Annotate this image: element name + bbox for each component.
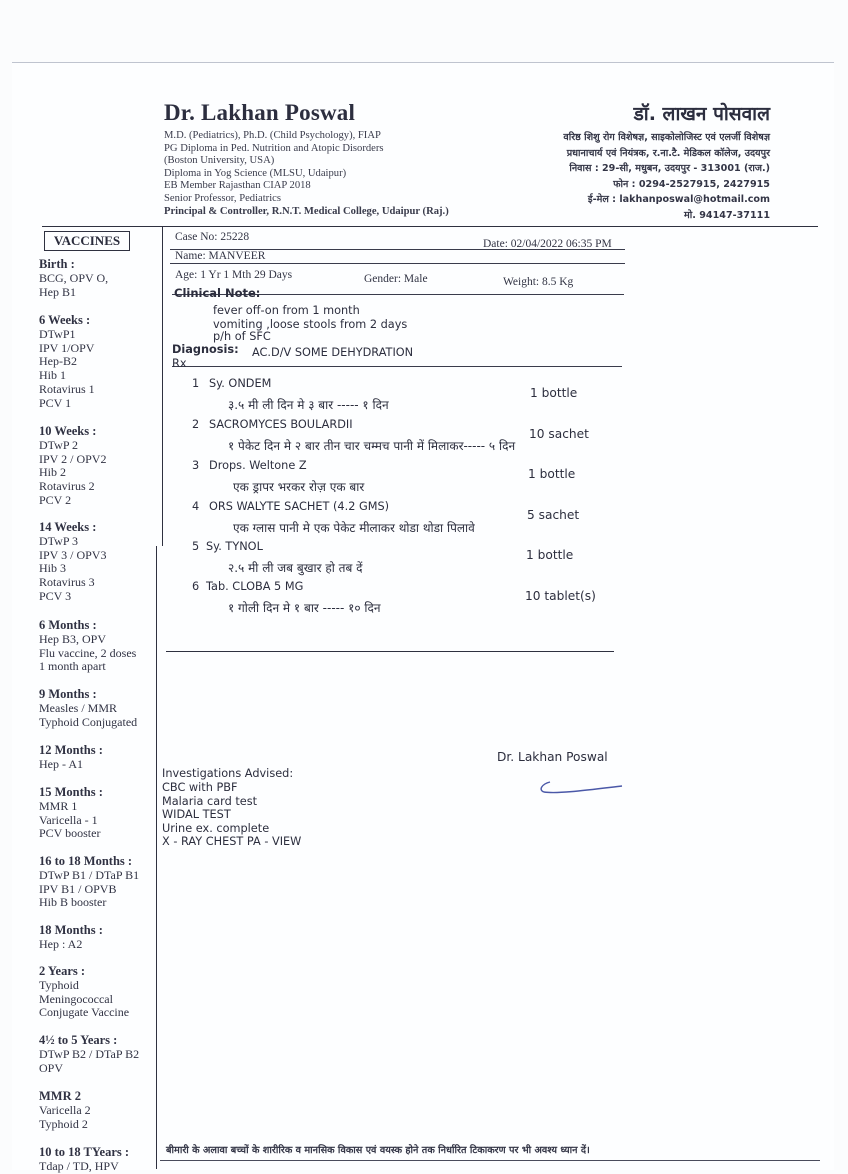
vaccine-item: DTwP 2: [39, 437, 79, 452]
hindi-line: प्रधानाचार्य एवं नियंत्रक, र.ना.टै. मेडिकल कॉलेज, उदयपुर: [566, 147, 770, 159]
vaccine-group: [39, 314, 163, 411]
vaccine-item: Conjugate Vaccine: [39, 1005, 130, 1020]
hindi-line: निवास : 29-सी, मधुबन, उदयपुर - 313001 (राज.): [569, 163, 770, 174]
clinical-note-label: Clinical Note:: [174, 286, 261, 300]
investigation-item: WIDAL TEST: [162, 808, 231, 821]
vaccine-group: [39, 521, 163, 604]
vaccine-item: OPV: [39, 1060, 64, 1075]
vaccine-item: Typhoid: [39, 977, 79, 992]
signature-scribble: [538, 780, 628, 800]
medicine-quantity: 1 bottle: [528, 467, 576, 481]
case-number: Case No: 25228: [175, 231, 250, 243]
vaccine-group: [39, 1090, 163, 1131]
hindi-line: वरिष्ठ शिशु रोग विशेषज्ञ, साइकोलोजिस्ट एवं एलर्जी विशेषज्ञ: [563, 132, 770, 143]
diagnosis-value: AC.D/V SOME DEHYDRATION: [252, 346, 414, 359]
vaccine-item: 1 month apart: [39, 659, 106, 674]
vaccine-item: Hep - A1: [39, 756, 83, 771]
vaccine-item: Hib 3: [39, 561, 66, 576]
doctor-name-hindi: डॉ. लाखन पोसवाल: [633, 103, 770, 125]
patient-weight: Weight: 8.5 Kg: [503, 276, 574, 288]
vaccine-item: Tdap / TD, HPV: [39, 1158, 119, 1173]
dosage-instruction: एक ग्लास पानी मे एक पेकेट मीलाकर थोडा थोडा पिलावे: [233, 521, 475, 535]
dosage-instruction: ३.५ मी ली दिन मे ३ बार ----- १ दिन: [228, 398, 389, 412]
vaccine-item: PCV booster: [39, 826, 101, 841]
rx-symbol: Rx: [172, 357, 187, 370]
vaccine-group-title: 9 Months :: [39, 687, 97, 701]
vaccine-item: Hep B3, OPV: [39, 631, 107, 646]
vaccine-group-title: MMR 2: [39, 1089, 81, 1103]
medicine-name: SACROMYCES BOULARDII: [209, 418, 353, 431]
medicine-quantity: 5 sachet: [527, 508, 580, 522]
vaccine-item: DTwP1: [39, 326, 76, 341]
investigation-item: X - RAY CHEST PA - VIEW: [162, 835, 302, 848]
vaccine-item: Hep-B2: [39, 354, 77, 369]
dosage-instruction: १ गोली दिन मे १ बार ----- १० दिन: [228, 601, 381, 615]
patient-name: Name: MANVEER: [175, 250, 266, 262]
doctor-name: Dr. Lakhan Poswal: [164, 100, 356, 125]
vaccine-group: [39, 965, 163, 1020]
vaccine-item: PCV 3: [39, 588, 72, 603]
qualification-line: M.D. (Pediatrics), Ph.D. (Child Psychology), FIAP: [164, 130, 381, 141]
vaccine-item: BCG, OPV O,: [39, 270, 109, 285]
qualification-line: EB Member Rajasthan CIAP 2018: [164, 180, 311, 192]
vaccine-group: [39, 425, 163, 508]
vaccine-group-title: 16 to 18 Months :: [39, 854, 133, 868]
vaccine-item: Hep B1: [39, 284, 76, 299]
vaccine-item: MMR 1: [39, 798, 78, 813]
vaccine-item: PCV 1: [39, 395, 72, 410]
prescription-end-rule: [166, 651, 614, 652]
rule: [172, 366, 622, 367]
investigations-title: Investigations Advised:: [162, 767, 294, 780]
clinical-note-line: p/h of SFC: [213, 330, 271, 343]
vaccine-group-title: 6 Months :: [39, 618, 97, 632]
medicine-quantity: 1 bottle: [526, 548, 574, 562]
clinical-note-line: vomiting ,loose stools from 2 days: [213, 318, 408, 331]
vaccine-group-title: 14 Weeks :: [39, 520, 97, 534]
signature-name: Dr. Lakhan Poswal: [497, 750, 608, 764]
rx-number: 5: [192, 540, 200, 553]
position-line: Principal & Controller, R.N.T. Medical College, Udaipur (Raj.): [164, 205, 449, 217]
hindi-line: फोन : 0294-2527915, 2427915: [613, 178, 770, 190]
vaccine-item: PCV 2: [39, 492, 72, 507]
vaccine-group: [39, 855, 163, 910]
clinical-note-line: fever off-on from 1 month: [213, 304, 360, 317]
vaccine-item: Hep : A2: [39, 936, 83, 951]
investigation-item: CBC with PBF: [162, 781, 238, 794]
vaccines-title: VACCINES: [44, 231, 130, 251]
medicine-name: Sy. TYNOL: [206, 540, 263, 553]
qualification-line: PG Diploma in Ped. Nutrition and Atopic Disorders: [164, 142, 384, 154]
medicine-quantity: 1 bottle: [530, 386, 578, 400]
vaccine-group-title: Birth :: [39, 257, 75, 271]
doctor-header-hindi: [440, 100, 770, 223]
vaccine-group: [39, 924, 163, 952]
vaccine-group: [39, 688, 163, 729]
diagnosis-label: Diagnosis:: [172, 343, 239, 356]
vaccine-group-title: 10 Weeks :: [39, 424, 97, 438]
vaccine-group: [39, 744, 163, 772]
patient-gender: Gender: Male: [364, 273, 428, 285]
rx-number: 1: [192, 377, 200, 390]
vaccine-group-title: 18 Months :: [39, 923, 103, 937]
rx-number: 4: [192, 500, 200, 513]
rx-number: 2: [192, 418, 200, 431]
vaccine-group-title: 2 Years :: [39, 964, 86, 978]
vaccine-item: DTwP B1 / DTaP B1: [39, 867, 140, 882]
vaccine-item: IPV B1 / OPVB: [39, 881, 117, 896]
vaccine-group-title: 15 Months :: [39, 785, 103, 799]
vaccine-item: Flu vaccine, 2 doses: [39, 645, 137, 660]
rx-number: 6: [192, 580, 200, 593]
medicine-quantity: 10 tablet(s): [525, 589, 596, 603]
vaccine-group-title: 10 to 18 TYears :: [39, 1145, 130, 1159]
vaccine-item: IPV 3 / OPV3: [39, 547, 107, 562]
qualification-line: Senior Professor, Pediatrics: [164, 192, 281, 204]
vaccine-group: [39, 619, 163, 674]
qualification-line: Diploma in Yog Science (MLSU, Udaipur): [164, 167, 347, 179]
investigation-item: Urine ex. complete: [162, 821, 270, 835]
vaccine-group: [39, 1146, 163, 1174]
mobile-line: मो. 94147-37111: [684, 209, 770, 221]
vaccine-group: [39, 1034, 163, 1075]
email-line: ई-मेल : lakhanposwal@hotmail.com: [587, 194, 770, 205]
vaccine-item: Varicella - 1: [39, 812, 98, 827]
vaccine-group-title: 6 Weeks :: [39, 313, 91, 327]
vaccine-item: Measles / MMR: [39, 700, 117, 715]
vaccine-item: Rotavirus 2: [39, 479, 95, 494]
vaccine-item: Rotavirus 1: [39, 381, 95, 396]
dosage-instruction: २.५ मी ली जब बुखार हो तब दें: [228, 561, 363, 575]
vaccine-group: [39, 786, 163, 841]
vaccine-group-title: 4½ to 5 Years :: [39, 1033, 118, 1047]
vaccine-item: Hib 2: [39, 465, 66, 480]
patient-age: Age: 1 Yr 1 Mth 29 Days: [175, 269, 293, 281]
medicine-name: ORS WALYTE SACHET (4.2 GMS): [209, 500, 390, 513]
vaccine-group: [39, 258, 163, 299]
qualification-line: (Boston University, USA): [164, 155, 275, 167]
vaccine-item: Varicella 2: [39, 1102, 91, 1117]
vaccine-item: Typhoid Conjugated: [39, 714, 138, 729]
vaccine-item: Meningococcal: [39, 991, 113, 1006]
vaccine-group-title: 12 Months :: [39, 743, 103, 757]
investigation-item: Malaria card test: [162, 794, 258, 808]
visit-date: Date: 02/04/2022 06:35 PM: [483, 238, 612, 250]
header-rule: [42, 226, 818, 227]
vaccine-item: IPV 1/OPV: [39, 340, 95, 355]
vaccine-item: Hib B booster: [39, 895, 107, 910]
vaccine-item: DTwP B2 / DTaP B2: [39, 1046, 140, 1061]
medicine-quantity: 10 sachet: [529, 427, 589, 441]
footer-note: बीमारी के अलावा बच्चों के शारीरिक व मानसिक विकास एवं वयस्क होने तक निर्धारित टिकाकरण पर भी अवश्य ध्यान दें।: [166, 1145, 590, 1156]
dosage-instruction: १ पेकेट दिन मे २ बार तीन चार चम्मच पानी में मिलाकर----- ५ दिन: [228, 439, 516, 453]
medicine-name: Drops. Weltone Z: [209, 459, 307, 472]
vaccine-item: Rotavirus 3: [39, 575, 95, 590]
vaccine-item: IPV 2 / OPV2: [39, 451, 107, 466]
vaccine-item: DTwP 3: [39, 533, 79, 548]
vaccine-item: Typhoid 2: [39, 1116, 88, 1131]
rx-number: 3: [192, 459, 200, 472]
medicine-name: Tab. CLOBA 5 MG: [206, 580, 304, 593]
footer-rule: [160, 1160, 820, 1161]
rule: [170, 263, 625, 264]
dosage-instruction: एक ड्रापर भरकर रोज़ एक बार: [233, 480, 365, 494]
medicine-name: Sy. ONDEM: [209, 377, 272, 390]
vaccine-item: Hib 1: [39, 368, 66, 383]
